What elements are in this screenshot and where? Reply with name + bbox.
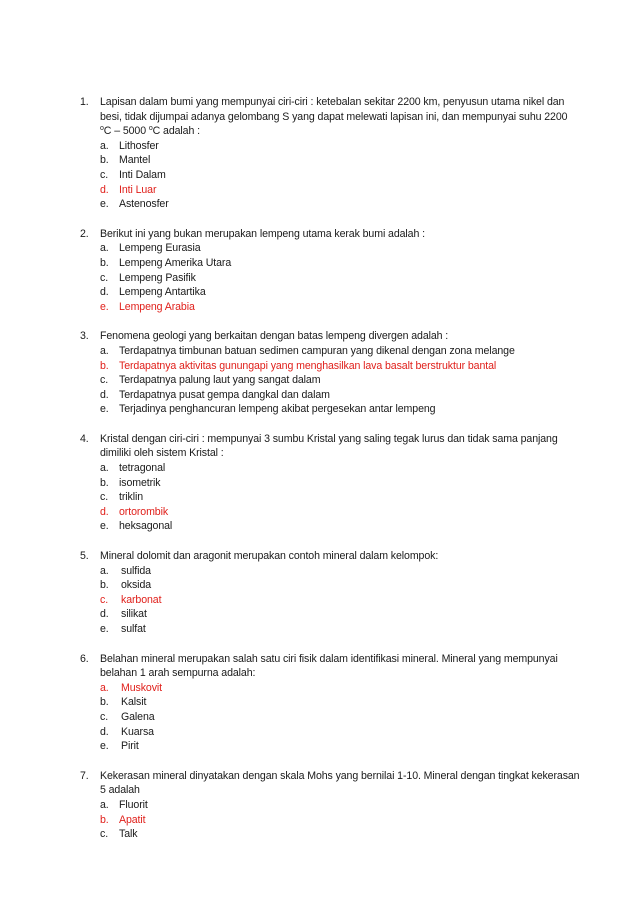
option-d: d. Kuarsa [100, 725, 154, 738]
option-a: a. Fluorit [100, 798, 148, 811]
option-e: e. sulfat [100, 623, 146, 635]
option-d: d. Inti Luar [100, 183, 157, 196]
option-c: c. karbonat [100, 593, 162, 606]
option-list [100, 344, 580, 417]
option-b: b. Mantel [100, 154, 151, 167]
option-b: b. Lempeng Amerika Utara [100, 256, 232, 269]
option-b: b. isometrik [100, 476, 161, 489]
option-d: d. silikat [100, 608, 147, 621]
option-list [100, 798, 580, 842]
option-list [100, 681, 580, 754]
degree-superscript: o [100, 125, 104, 133]
option-a: a. Lempeng Eurasia [100, 242, 201, 255]
option-list [100, 564, 580, 637]
option-c: c. Galena [100, 710, 155, 723]
question-number: 1. [80, 96, 89, 108]
question-4 [80, 432, 580, 534]
question-text: Mineral dolomit dan aragonit merupakan contoh mineral dalam kelompok: [100, 550, 439, 563]
option-c: c. Inti Dalam [100, 168, 166, 181]
option-c: c. Talk [100, 828, 138, 841]
option-b: b. Apatit [100, 813, 146, 826]
question-number: 6. [80, 652, 89, 665]
question-list [80, 95, 580, 857]
option-e: e. Terjadinya penghancuran lempeng akibat pergesekan antar lempeng [100, 403, 436, 416]
question-2 [80, 227, 580, 315]
option-list [100, 461, 580, 534]
question-number: 2. [80, 227, 89, 240]
option-a: a. tetragonal [100, 462, 166, 475]
option-c: c. Lempeng Pasifik [100, 271, 196, 284]
option-d: d. Lempeng Antartika [100, 286, 206, 299]
option-b: b. oksida [100, 579, 152, 592]
option-b: b. Kalsit [100, 696, 147, 709]
option-d: d. Terdapatnya pusat gempa dangkal dan dalam [100, 388, 330, 401]
question-text: Fenomena geologi yang berkaitan dengan batas lempeng divergen adalah : [100, 330, 449, 343]
question-text: Berikut ini yang bukan merupakan lempeng utama kerak bumi adalah : [100, 227, 425, 240]
question-3 [80, 329, 580, 417]
option-b: b. Terdapatnya aktivitas gunungapi yang menghasilkan lava basalt berstruktur bantal [100, 359, 497, 372]
question-text: Belahan mineral merupakan salah satu ciri fisik dalam identifikasi mineral. Mineral yang mempunyai belahan 1 arah sempurna adalah: [100, 652, 558, 680]
option-e: e. Astenosfer [100, 198, 169, 211]
question-number: 5. [80, 550, 89, 563]
option-e: e. Lempeng Arabia [100, 300, 195, 313]
option-a: a. Lithosfer [100, 139, 159, 152]
option-a: a. Terdapatnya timbunan batuan sedimen campuran yang dikenal dengan zona melange [100, 344, 515, 357]
option-e: e. heksagonal [100, 520, 173, 533]
option-a: a. sulfida [100, 564, 151, 577]
option-c: c. Terdapatnya palung laut yang sangat dalam [100, 374, 321, 387]
option-e: e. Pirit [100, 740, 139, 753]
option-a: a. Muskovit [100, 681, 162, 694]
question-number: 4. [80, 432, 89, 445]
option-list [100, 139, 580, 212]
option-c: c. triklin [100, 491, 144, 504]
question-text: Lapisan dalam bumi yang mempunyai ciri-ciri : ketebalan sekitar 2200 km, penyusun utama nikel dan besi, tidak dijumpai adanya gelombang S yang dapat melewati lapisan ini, dan mempunyai suhu 2200 $^o$C – 5000 $^o$C adalah : [100, 96, 568, 138]
question-5 [80, 549, 580, 637]
question-7 [80, 769, 580, 842]
degree-superscript: o [148, 125, 153, 133]
question-text: Kekerasan mineral dinyatakan dengan skala Mohs yang bernilai 1-10. Mineral dengan tingkat kekerasan 5 adalah [100, 769, 580, 797]
option-d: d. ortorombik [100, 505, 169, 518]
option-list [100, 241, 580, 314]
question-1 [80, 95, 580, 212]
question-number: 3. [80, 330, 89, 343]
question-text: Kristal dengan ciri-ciri : mempunyai 3 sumbu Kristal yang saling tegak lurus dan tidak sama panjang dimiliki oleh sistem Kristal : [100, 432, 558, 460]
question-6 [80, 652, 580, 754]
question-number: 7. [80, 769, 89, 782]
